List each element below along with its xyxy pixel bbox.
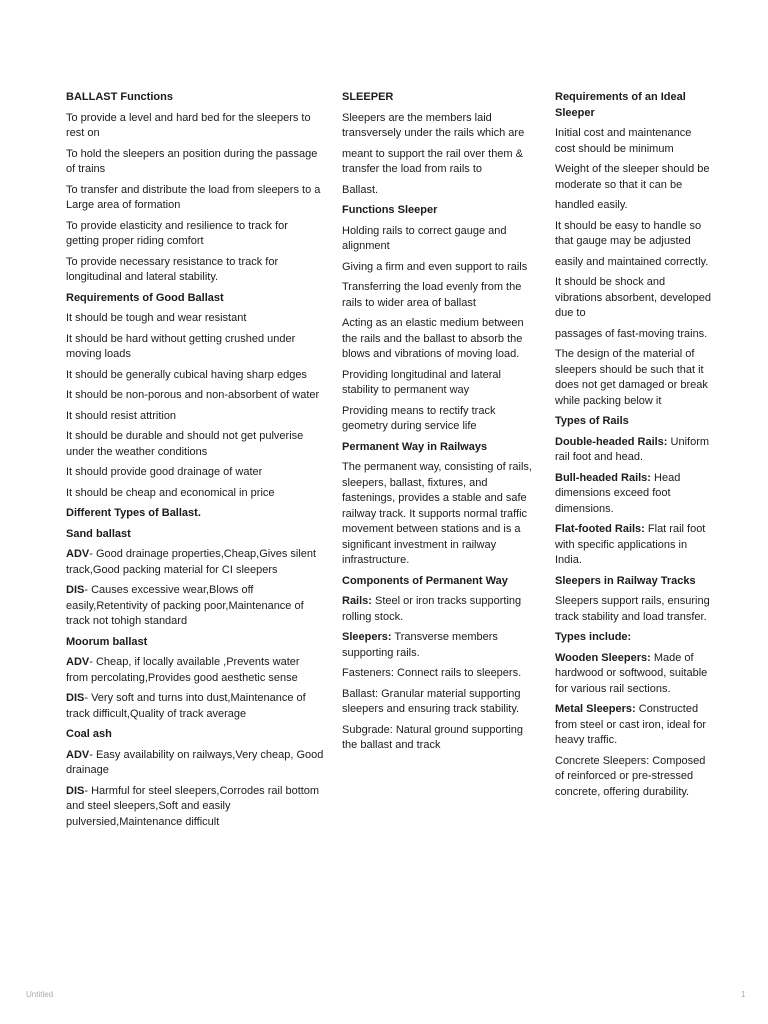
section-heading: Permanent Way in Railways bbox=[342, 440, 488, 453]
paragraph: Sleepers support rails, ensuring track stability and load transfer. bbox=[555, 595, 710, 623]
paragraph: It should provide good drainage of water bbox=[66, 466, 263, 478]
paragraph bbox=[66, 655, 324, 686]
paragraph bbox=[66, 691, 324, 722]
paragraph: To provide elasticity and resilience to track for getting proper riding comfort bbox=[66, 219, 288, 247]
paragraph: It should be easy to handle so that gauge may be adjusted bbox=[555, 219, 702, 247]
paragraph: Ballast. bbox=[342, 183, 379, 196]
paragraph bbox=[66, 583, 324, 630]
column-ballast bbox=[66, 90, 324, 835]
column-sleeper bbox=[342, 90, 532, 759]
paragraph: easily and maintained correctly. bbox=[555, 255, 709, 268]
paragraph: Acting as an elastic medium between the rails and the ballast to absorb the blows and vibrations of moving load. bbox=[342, 317, 524, 360]
paragraph bbox=[555, 702, 711, 749]
paragraph: Giving a firm and even support to rails bbox=[342, 260, 528, 273]
paragraph-text: - Very soft and turns into dust,Maintenance of track difficult,Quality of track average bbox=[66, 692, 306, 720]
paragraph bbox=[555, 471, 711, 518]
section-heading: Types include: bbox=[555, 631, 632, 643]
section-heading: Types of Rails bbox=[555, 415, 629, 427]
paragraph-label: Wooden Sleepers: bbox=[555, 651, 651, 664]
paragraph-label: Flat-footed Rails: bbox=[555, 523, 645, 535]
paragraph: Ballast: Granular material supporting sleepers and ensuring track stability. bbox=[342, 687, 521, 715]
section-heading: Sleepers in Railway Tracks bbox=[555, 574, 696, 587]
paragraph: It should be hard without getting crushed under moving loads bbox=[66, 332, 296, 360]
paragraph-text: Head dimensions exceed foot dimensions. bbox=[555, 471, 681, 515]
paragraph: Initial cost and maintenance cost should be minimum bbox=[555, 127, 692, 155]
section-heading: Functions Sleeper bbox=[342, 204, 438, 216]
section-heading: Requirements of Good Ballast bbox=[66, 291, 224, 304]
page-number: 1 bbox=[741, 990, 746, 999]
paragraph bbox=[66, 784, 324, 831]
paragraph-label: Bull-headed Rails: bbox=[555, 471, 651, 484]
paragraph: Concrete Sleepers: Composed of reinforced or pre-stressed concrete, offering durability. bbox=[555, 754, 706, 798]
section-heading: Moorum ballast bbox=[66, 635, 148, 648]
paragraph-label: Sleepers: bbox=[342, 631, 392, 643]
paragraph: It should be tough and wear resistant bbox=[66, 312, 247, 324]
paragraph-text: - Good drainage properties,Cheap,Gives silent track,Good packing material for CI sleepers bbox=[66, 548, 317, 576]
paragraph-label: Metal Sleepers: bbox=[555, 703, 636, 715]
paragraph-label: ADV bbox=[66, 748, 90, 761]
paragraph-text: Flat rail foot with specific applications in India. bbox=[555, 523, 706, 566]
paragraph-label: Double-headed Rails: bbox=[555, 435, 668, 448]
paragraph bbox=[66, 547, 324, 578]
section-heading: Different Types of Ballast. bbox=[66, 507, 201, 519]
section-heading: SLEEPER bbox=[342, 91, 394, 103]
paragraph-label: DIS bbox=[66, 784, 85, 797]
paragraph: The design of the material of sleepers should be such that it does not get damaged or break while packing below it bbox=[555, 348, 708, 407]
paragraph: To transfer and distribute the load from sleepers to a Large area of formation bbox=[66, 183, 321, 211]
paragraph-text: Made of hardwood or softwood, suitable for various rail sections. bbox=[555, 651, 708, 695]
paragraph-text: Constructed from steel or cast iron, ideal for heavy traffic. bbox=[555, 703, 707, 746]
paragraph bbox=[342, 594, 532, 625]
paragraph-label: ADV bbox=[66, 656, 90, 668]
paragraph: It should be durable and should not get pulverise under the weather conditions bbox=[66, 430, 304, 458]
paragraph: Fasteners: Connect rails to sleepers. bbox=[342, 667, 522, 679]
paragraph: handled easily. bbox=[555, 199, 628, 211]
paragraph: It should be shock and vibrations absorbent, developed due to bbox=[555, 276, 711, 319]
paragraph-text: - Cheap, if locally available ,Prevents water from percolating,Provides good aesthetic sense bbox=[66, 656, 300, 684]
paragraph: Weight of the sleeper should be moderate so that it can be bbox=[555, 163, 710, 191]
paragraph: It should resist attrition bbox=[66, 409, 177, 422]
paragraph: The permanent way, consisting of rails, sleepers, ballast, fixtures, and fastenings, provides a stable and safe railway track. It supports normal traffic movement between stations and is a significant investment in railway infrastructure. bbox=[342, 461, 532, 566]
paragraph-text: - Causes excessive wear,Blows off easily,Retentivity of packing poor,Maintenance of track not tohigh standard bbox=[66, 584, 304, 627]
paragraph: Subgrade: Natural ground supporting the ballast and track bbox=[342, 723, 524, 751]
section-heading: Sand ballast bbox=[66, 527, 131, 540]
paragraph: Providing longitudinal and lateral stability to permanent way bbox=[342, 368, 501, 396]
paragraph: Holding rails to correct gauge and alignment bbox=[342, 224, 507, 252]
paragraph-text: - Easy availability on railways,Very cheap, Good drainage bbox=[66, 748, 324, 776]
paragraph: It should be cheap and economical in price bbox=[66, 486, 275, 499]
paragraph-label: DIS bbox=[66, 584, 85, 596]
section-heading: BALLAST Functions bbox=[66, 91, 173, 103]
paragraph: Providing means to rectify track geometry during service life bbox=[342, 404, 496, 432]
paragraph: It should be generally cubical having sharp edges bbox=[66, 368, 307, 381]
paragraph: Transferring the load evenly from the rails to wider area of ballast bbox=[342, 281, 522, 309]
paragraph-text: Transverse members supporting rails. bbox=[342, 631, 498, 659]
paragraph-text: - Harmful for steel sleepers,Corrodes rail bottom and steel sleepers,Soft and easily pulversied,Maintenance difficult bbox=[66, 784, 320, 828]
paragraph-text: Uniform rail foot and head. bbox=[555, 435, 710, 463]
paragraph: Sleepers are the members laid transversely under the rails which are bbox=[342, 111, 525, 139]
paragraph bbox=[66, 748, 324, 779]
footer-title: Untitled bbox=[26, 990, 54, 999]
section-heading: Coal ash bbox=[66, 728, 112, 740]
paragraph-label: DIS bbox=[66, 692, 85, 704]
paragraph: It should be non-porous and non-absorbent of water bbox=[66, 389, 320, 401]
paragraph-label: Rails: bbox=[342, 595, 372, 607]
paragraph bbox=[555, 522, 711, 569]
column-ideal-sleeper bbox=[555, 90, 711, 805]
section-heading: Components of Permanent Way bbox=[342, 574, 508, 587]
paragraph: To hold the sleepers an position during the passage of trains bbox=[66, 147, 318, 175]
paragraph: To provide a level and hard bed for the sleepers to rest on bbox=[66, 111, 311, 139]
paragraph bbox=[555, 651, 711, 698]
paragraph bbox=[342, 630, 532, 661]
paragraph: meant to support the rail over them & transfer the load from rails to bbox=[342, 147, 523, 175]
paragraph-text: Steel or iron tracks supporting rolling stock. bbox=[342, 595, 522, 623]
paragraph: To provide necessary resistance to track for longitudinal and lateral stability. bbox=[66, 255, 279, 283]
paragraph bbox=[555, 435, 711, 466]
paragraph: passages of fast-moving trains. bbox=[555, 327, 708, 340]
section-heading: Requirements of an Ideal Sleeper bbox=[555, 91, 686, 119]
paragraph-label: ADV bbox=[66, 548, 90, 560]
